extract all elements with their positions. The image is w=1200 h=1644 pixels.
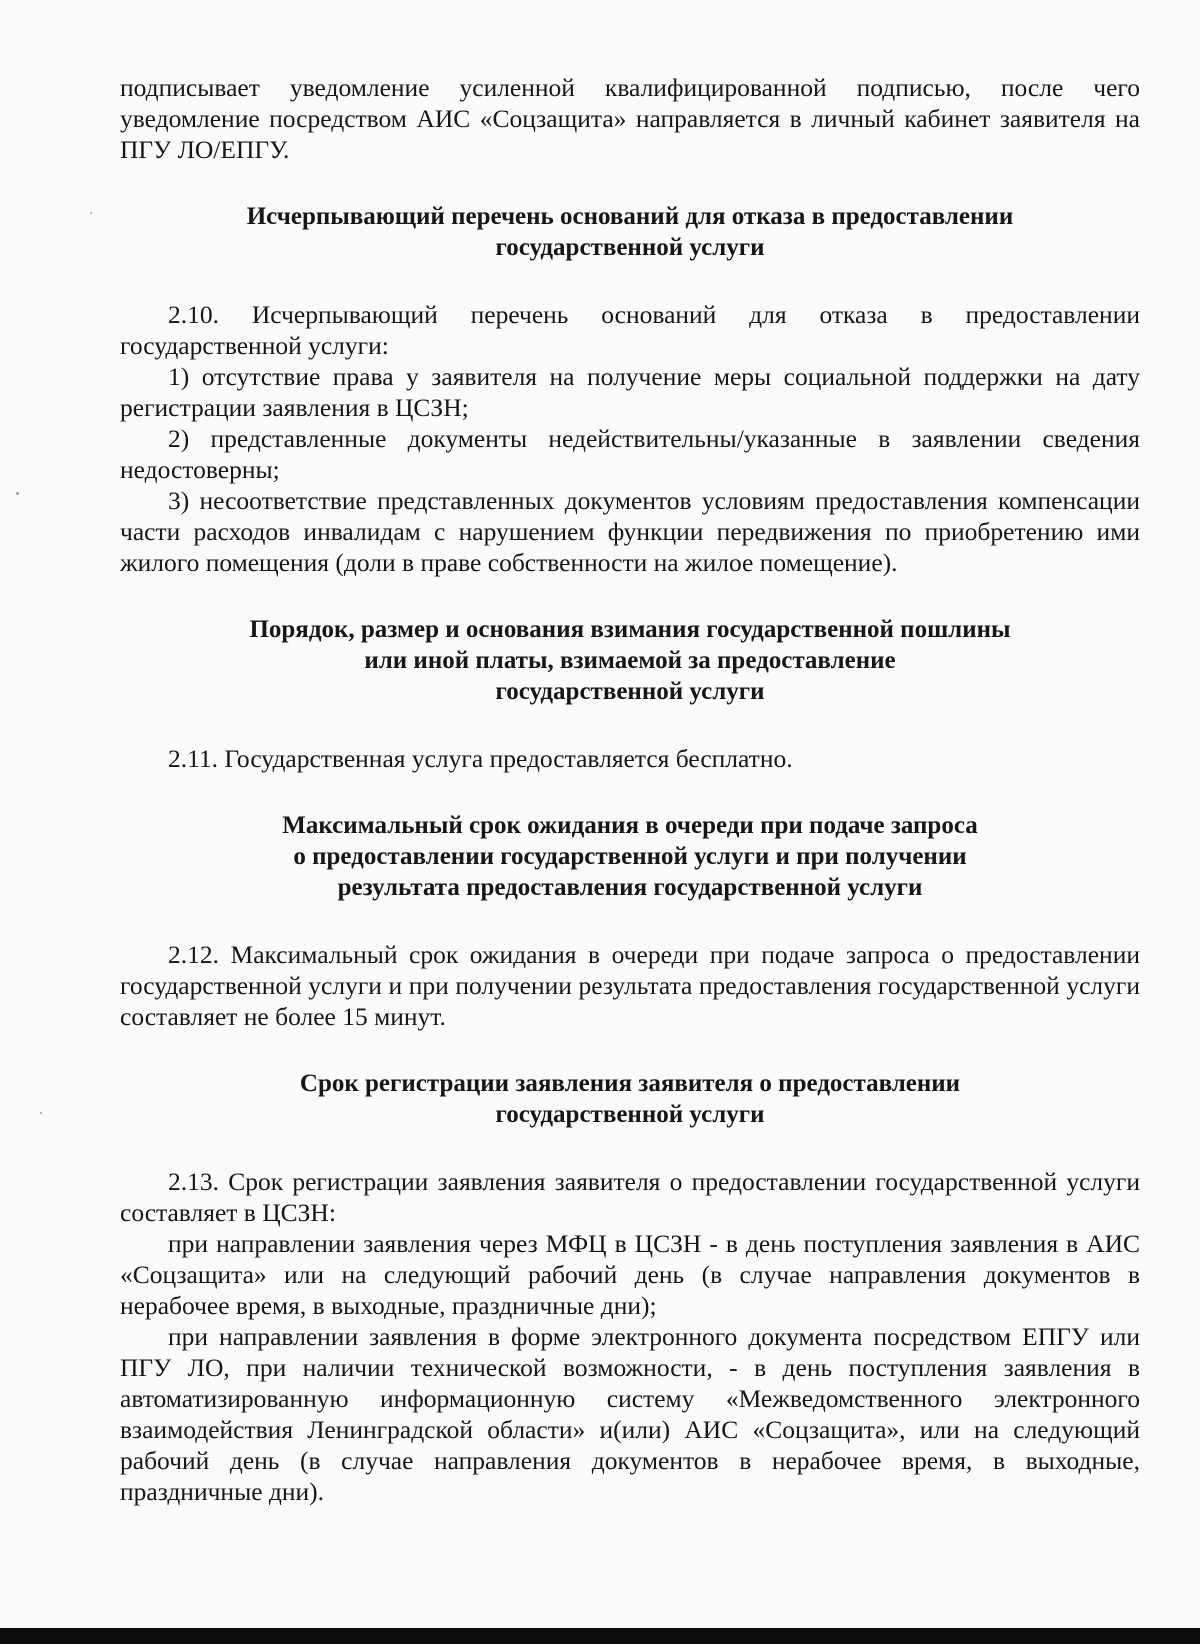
list-item-2-10-3: 3) несоответствие представленных документов условиям предоставления компенсации части расходов инвалидам с нарушением функции передвижения по приобретению ими жилого помещения (доли в праве собственности на жилое помещение).: [120, 486, 1140, 577]
heading-line: о предоставлении государственной услуги и при получении: [293, 843, 967, 870]
scan-speck: [90, 212, 92, 214]
heading-line: Порядок, размер и основания взимания государственной пошлины: [249, 616, 1011, 643]
heading-line: государственной услуги: [495, 234, 765, 261]
heading-line: или иной платы, взимаемой за предоставление: [364, 647, 896, 674]
heading-line: государственной услуги: [495, 678, 765, 705]
section-heading-fee: [120, 614, 1140, 707]
paragraph-2-13-mfc: при направлении заявления через МФЦ в ЦСЗН - в день поступления заявления в АИС «Соцзащита» или на следующий рабочий день (в случае направления документов в нерабочее время, в выходные, праздничные дни);: [120, 1229, 1140, 1320]
section-heading-queue-time: [120, 810, 1140, 903]
paragraph-intro: подписывает уведомление усиленной квалифицированной подписью, после чего уведомление посредством АИС «Соцзащита» направляется в личный кабинет заявителя на ПГУ ЛО/ЕПГУ.: [120, 73, 1140, 164]
paragraph-2-10: 2.10. Исчерпывающий перечень оснований для отказа в предоставлении государственной услуги:: [120, 300, 1140, 360]
scan-speck: [16, 492, 19, 495]
section-heading-registration-term: [120, 1068, 1140, 1130]
paragraph-2-13-epgu: при направлении заявления в форме электронного документа посредством ЕПГУ или ПГУ ЛО, при наличии технической возможности, - в день поступления заявления в автоматизированную информационную систему «Межведомственного электронного взаимодействия Ленинградской области» и(или) АИС «Соцзащита», или на следующий рабочий день (в случае направления документов в нерабочее время, в выходные, праздничные дни).: [120, 1322, 1140, 1506]
list-item-2-10-1: 1) отсутствие права у заявителя на получение меры социальной поддержки на дату регистрации заявления в ЦСЗН;: [120, 362, 1140, 422]
heading-line: Максимальный срок ожидания в очереди при подаче запроса: [282, 812, 978, 839]
paragraph-2-12: 2.12. Максимальный срок ожидания в очереди при подаче запроса о предоставлении государственной услуги и при получении результата предоставления государственной услуги составляет не более 15 минут.: [120, 940, 1140, 1031]
heading-line: Срок регистрации заявления заявителя о предоставлении: [299, 1070, 961, 1097]
list-item-2-10-2: 2) представленные документы недействительны/указанные в заявлении сведения недостоверны;: [120, 424, 1140, 484]
scan-bottom-edge: [0, 1628, 1200, 1644]
heading-line: Исчерпывающий перечень оснований для отказа в предоставлении: [246, 203, 1014, 230]
paragraph-2-13: 2.13. Срок регистрации заявления заявителя о предоставлении государственной услуги составляет в ЦСЗН:: [120, 1167, 1140, 1227]
heading-line: результата предоставления государственной услуги: [337, 874, 923, 901]
paragraph-2-11: 2.11. Государственная услуга предоставляется бесплатно.: [168, 744, 793, 773]
scan-speck: [40, 1112, 42, 1114]
document-body: [120, 72, 1140, 1507]
section-heading-refusal-grounds: [120, 201, 1140, 263]
heading-line: государственной услуги: [495, 1101, 765, 1128]
